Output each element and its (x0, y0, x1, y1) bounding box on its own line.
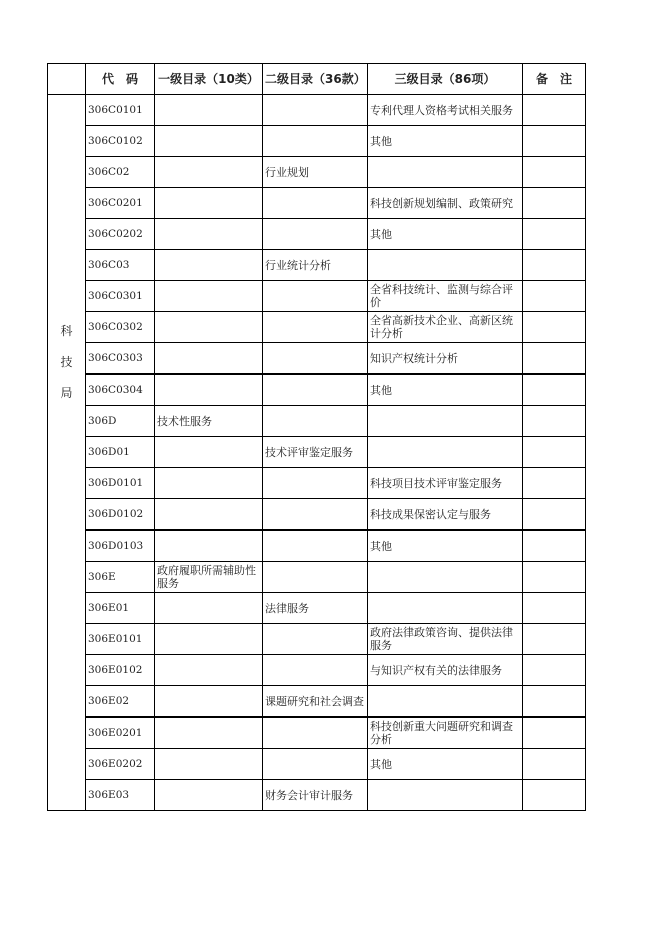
level1-cell (155, 374, 263, 406)
code-cell: 306D (86, 406, 155, 437)
level2-cell (263, 530, 368, 562)
code-cell: 306D01 (86, 437, 155, 468)
code-cell: 306C0303 (86, 343, 155, 375)
level1-cell (155, 717, 263, 749)
level2-cell: 财务会计审计服务 (263, 780, 368, 811)
level1-cell (155, 624, 263, 655)
remarks-cell (523, 219, 586, 250)
level1-cell: 技术性服务 (155, 406, 263, 437)
code-cell: 306E0101 (86, 624, 155, 655)
remarks-cell (523, 499, 586, 531)
level3-cell (368, 562, 523, 593)
code-cell: 306D0101 (86, 468, 155, 499)
code-cell: 306E01 (86, 593, 155, 624)
level1-cell (155, 343, 263, 375)
remarks-cell (523, 312, 586, 343)
table-row (48, 343, 586, 375)
level1-cell (155, 188, 263, 219)
table-row (48, 374, 586, 406)
table-row (48, 157, 586, 188)
code-cell: 306C0304 (86, 374, 155, 406)
code-cell: 306D0102 (86, 499, 155, 531)
level3-cell: 专利代理人资格考试相关服务 (368, 95, 523, 126)
level3-cell: 其他 (368, 749, 523, 780)
service-catalog-table (47, 63, 586, 811)
remarks-cell (523, 374, 586, 406)
table-row (48, 468, 586, 499)
code-cell: 306E (86, 562, 155, 593)
level1-cell (155, 655, 263, 686)
level1-cell (155, 468, 263, 499)
table-row (48, 686, 586, 718)
level3-cell: 其他 (368, 530, 523, 562)
level2-cell (263, 188, 368, 219)
table-row (48, 655, 586, 686)
code-cell: 306D0103 (86, 530, 155, 562)
level3-cell: 其他 (368, 374, 523, 406)
level1-cell (155, 157, 263, 188)
code-cell: 306E02 (86, 686, 155, 718)
remarks-cell (523, 562, 586, 593)
level2-cell (263, 717, 368, 749)
level2-cell: 法律服务 (263, 593, 368, 624)
remarks-cell (523, 624, 586, 655)
code-cell: 306C0301 (86, 281, 155, 312)
remarks-cell (523, 250, 586, 281)
remarks-cell (523, 468, 586, 499)
remarks-cell (523, 780, 586, 811)
table-row (48, 126, 586, 157)
code-cell: 306E0201 (86, 717, 155, 749)
code-cell: 306C02 (86, 157, 155, 188)
table-row (48, 281, 586, 312)
remarks-cell (523, 281, 586, 312)
code-cell: 306C0102 (86, 126, 155, 157)
level2-cell (263, 562, 368, 593)
table-row (48, 437, 586, 468)
header-level2: 二级目录（36款） (263, 64, 368, 95)
level3-cell: 科技创新规划编制、政策研究 (368, 188, 523, 219)
code-cell: 306E0202 (86, 749, 155, 780)
level3-cell: 其他 (368, 126, 523, 157)
code-cell: 306C0202 (86, 219, 155, 250)
table-row (48, 250, 586, 281)
level2-cell: 行业规划 (263, 157, 368, 188)
table-row (48, 312, 586, 343)
remarks-cell (523, 593, 586, 624)
level2-cell (263, 406, 368, 437)
header-level1: 一级目录（10类） (155, 64, 263, 95)
table-row (48, 593, 586, 624)
code-cell: 306C0101 (86, 95, 155, 126)
level3-cell: 其他 (368, 219, 523, 250)
department-cell (48, 95, 86, 811)
level3-cell (368, 157, 523, 188)
remarks-cell (523, 406, 586, 437)
level3-cell: 科技创新重大问题研究和调查分析 (368, 717, 523, 749)
level3-cell (368, 250, 523, 281)
table-row (48, 562, 586, 593)
header-row (48, 64, 586, 95)
table-row (48, 780, 586, 811)
level2-cell (263, 343, 368, 375)
level2-cell: 技术评审鉴定服务 (263, 437, 368, 468)
level3-cell: 全省高新技术企业、高新区统计分析 (368, 312, 523, 343)
code-cell: 306E0102 (86, 655, 155, 686)
code-cell: 306C03 (86, 250, 155, 281)
level3-cell (368, 780, 523, 811)
table-body (48, 95, 586, 811)
code-cell: 306C0302 (86, 312, 155, 343)
level1-cell (155, 437, 263, 468)
remarks-cell (523, 686, 586, 718)
level2-cell (263, 624, 368, 655)
level2-cell (263, 468, 368, 499)
level2-cell (263, 312, 368, 343)
header-remarks: 备 注 (523, 64, 586, 95)
remarks-cell (523, 437, 586, 468)
level3-cell: 与知识产权有关的法律服务 (368, 655, 523, 686)
level1-cell (155, 95, 263, 126)
header-code: 代 码 (86, 64, 155, 95)
remarks-cell (523, 530, 586, 562)
department-char: 技 (60, 355, 73, 369)
level1-cell (155, 499, 263, 531)
remarks-cell (523, 157, 586, 188)
remarks-cell (523, 655, 586, 686)
department-char: 科 (60, 324, 73, 338)
code-cell: 306C0201 (86, 188, 155, 219)
remarks-cell (523, 749, 586, 780)
table-row (48, 406, 586, 437)
level3-cell (368, 406, 523, 437)
table-row (48, 624, 586, 655)
level2-cell: 行业统计分析 (263, 250, 368, 281)
table-row (48, 95, 586, 126)
table-row (48, 530, 586, 562)
level1-cell: 政府履职所需辅助性服务 (155, 562, 263, 593)
level2-cell: 课题研究和社会调查 (263, 686, 368, 718)
level3-cell: 全省科技统计、监测与综合评价 (368, 281, 523, 312)
level1-cell (155, 250, 263, 281)
level3-cell: 知识产权统计分析 (368, 343, 523, 375)
level1-cell (155, 593, 263, 624)
level2-cell (263, 749, 368, 780)
department-char: 局 (60, 386, 73, 400)
code-cell: 306E03 (86, 780, 155, 811)
header-level3: 三级目录（86项） (368, 64, 523, 95)
remarks-cell (523, 188, 586, 219)
catalog-sheet (47, 63, 586, 811)
level3-cell (368, 437, 523, 468)
level1-cell (155, 219, 263, 250)
level1-cell (155, 686, 263, 718)
remarks-cell (523, 343, 586, 375)
level2-cell (263, 219, 368, 250)
level1-cell (155, 312, 263, 343)
level3-cell: 科技成果保密认定与服务 (368, 499, 523, 531)
level1-cell (155, 281, 263, 312)
table-row (48, 749, 586, 780)
table-row (48, 499, 586, 531)
level3-cell: 科技项目技术评审鉴定服务 (368, 468, 523, 499)
remarks-cell (523, 717, 586, 749)
header-dept (48, 64, 86, 95)
level1-cell (155, 749, 263, 780)
remarks-cell (523, 126, 586, 157)
level3-cell: 政府法律政策咨询、提供法律服务 (368, 624, 523, 655)
level1-cell (155, 126, 263, 157)
table-row (48, 219, 586, 250)
remarks-cell (523, 95, 586, 126)
table-row (48, 188, 586, 219)
level3-cell (368, 593, 523, 624)
table-row (48, 717, 586, 749)
level1-cell (155, 780, 263, 811)
level1-cell (155, 530, 263, 562)
level2-cell (263, 655, 368, 686)
level2-cell (263, 95, 368, 126)
level2-cell (263, 499, 368, 531)
level2-cell (263, 281, 368, 312)
level2-cell (263, 126, 368, 157)
level3-cell (368, 686, 523, 718)
level2-cell (263, 374, 368, 406)
